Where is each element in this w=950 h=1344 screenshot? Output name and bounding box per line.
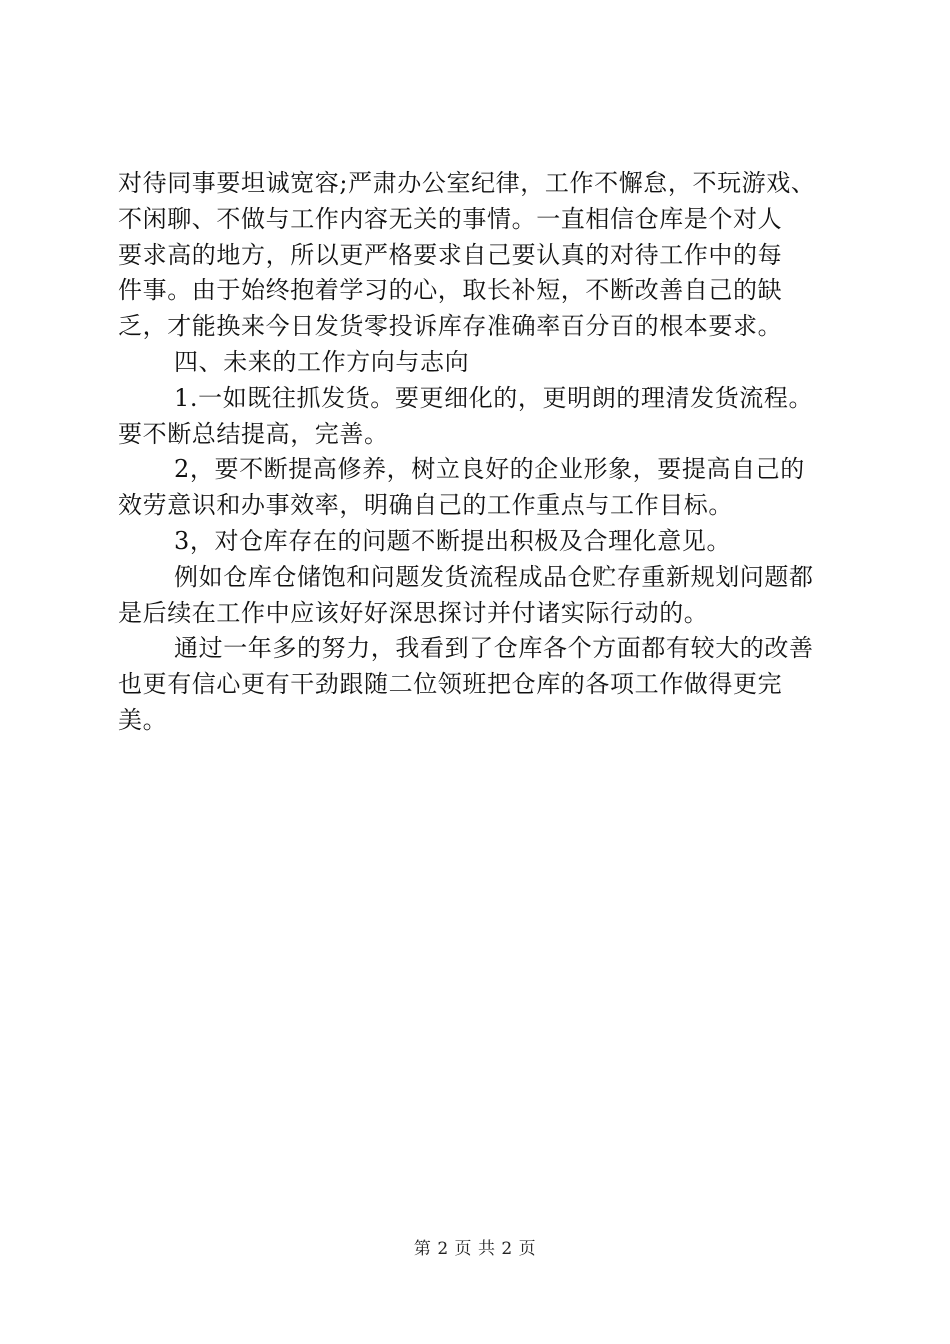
text-line: 通过一年多的努力，我看到了仓库各个方面都有较大的改善 — [174, 634, 814, 663]
text-line: 美。 — [118, 705, 168, 734]
text-line: 不闲聊、不做与工作内容无关的事情。一直相信仓库是个对人 — [118, 204, 783, 233]
text-line: 也更有信心更有干劲跟随二位领班把仓库的各项工作做得更完 — [118, 670, 783, 699]
text-line: 件事。由于始终抱着学习的心，取长补短，不断改善自己的缺 — [118, 276, 783, 305]
text-line: 1.一如既往抓发货。要更细化的，更明朗的理清发货流程。 — [174, 383, 814, 412]
text-line: 乏，才能换来今日发货零投诉库存准确率百分百的根本要求。 — [118, 312, 783, 341]
section-heading: 四、未来的工作方向与志向 — [174, 347, 470, 376]
text-line: 要不断总结提高，完善。 — [118, 419, 389, 448]
text-line: 2，要不断提高修养，树立良好的企业形象，要提高自己的 — [174, 455, 805, 484]
text-line: 对待同事要坦诚宽容;严肃办公室纪律，工作不懈怠，不玩游戏、 — [118, 169, 816, 197]
text-line: 3，对仓库存在的问题不断提出积极及合理化意见。 — [174, 526, 732, 555]
text-line: 是后续在工作中应该好好深思探讨并付诸实际行动的。 — [118, 598, 709, 627]
page-footer — [0, 1234, 950, 1259]
text-line: 要求高的地方，所以更严格要求自己要认真的对待工作中的每 — [118, 240, 783, 269]
text-line: 效劳意识和办事效率，明确自己的工作重点与工作目标。 — [118, 491, 733, 520]
document-body — [118, 166, 832, 739]
page-number: 第 2 页 共 2 页 — [413, 1239, 537, 1259]
text-line: 例如仓库仓储饱和问题发货流程成品仓贮存重新规划问题都 — [174, 562, 814, 591]
